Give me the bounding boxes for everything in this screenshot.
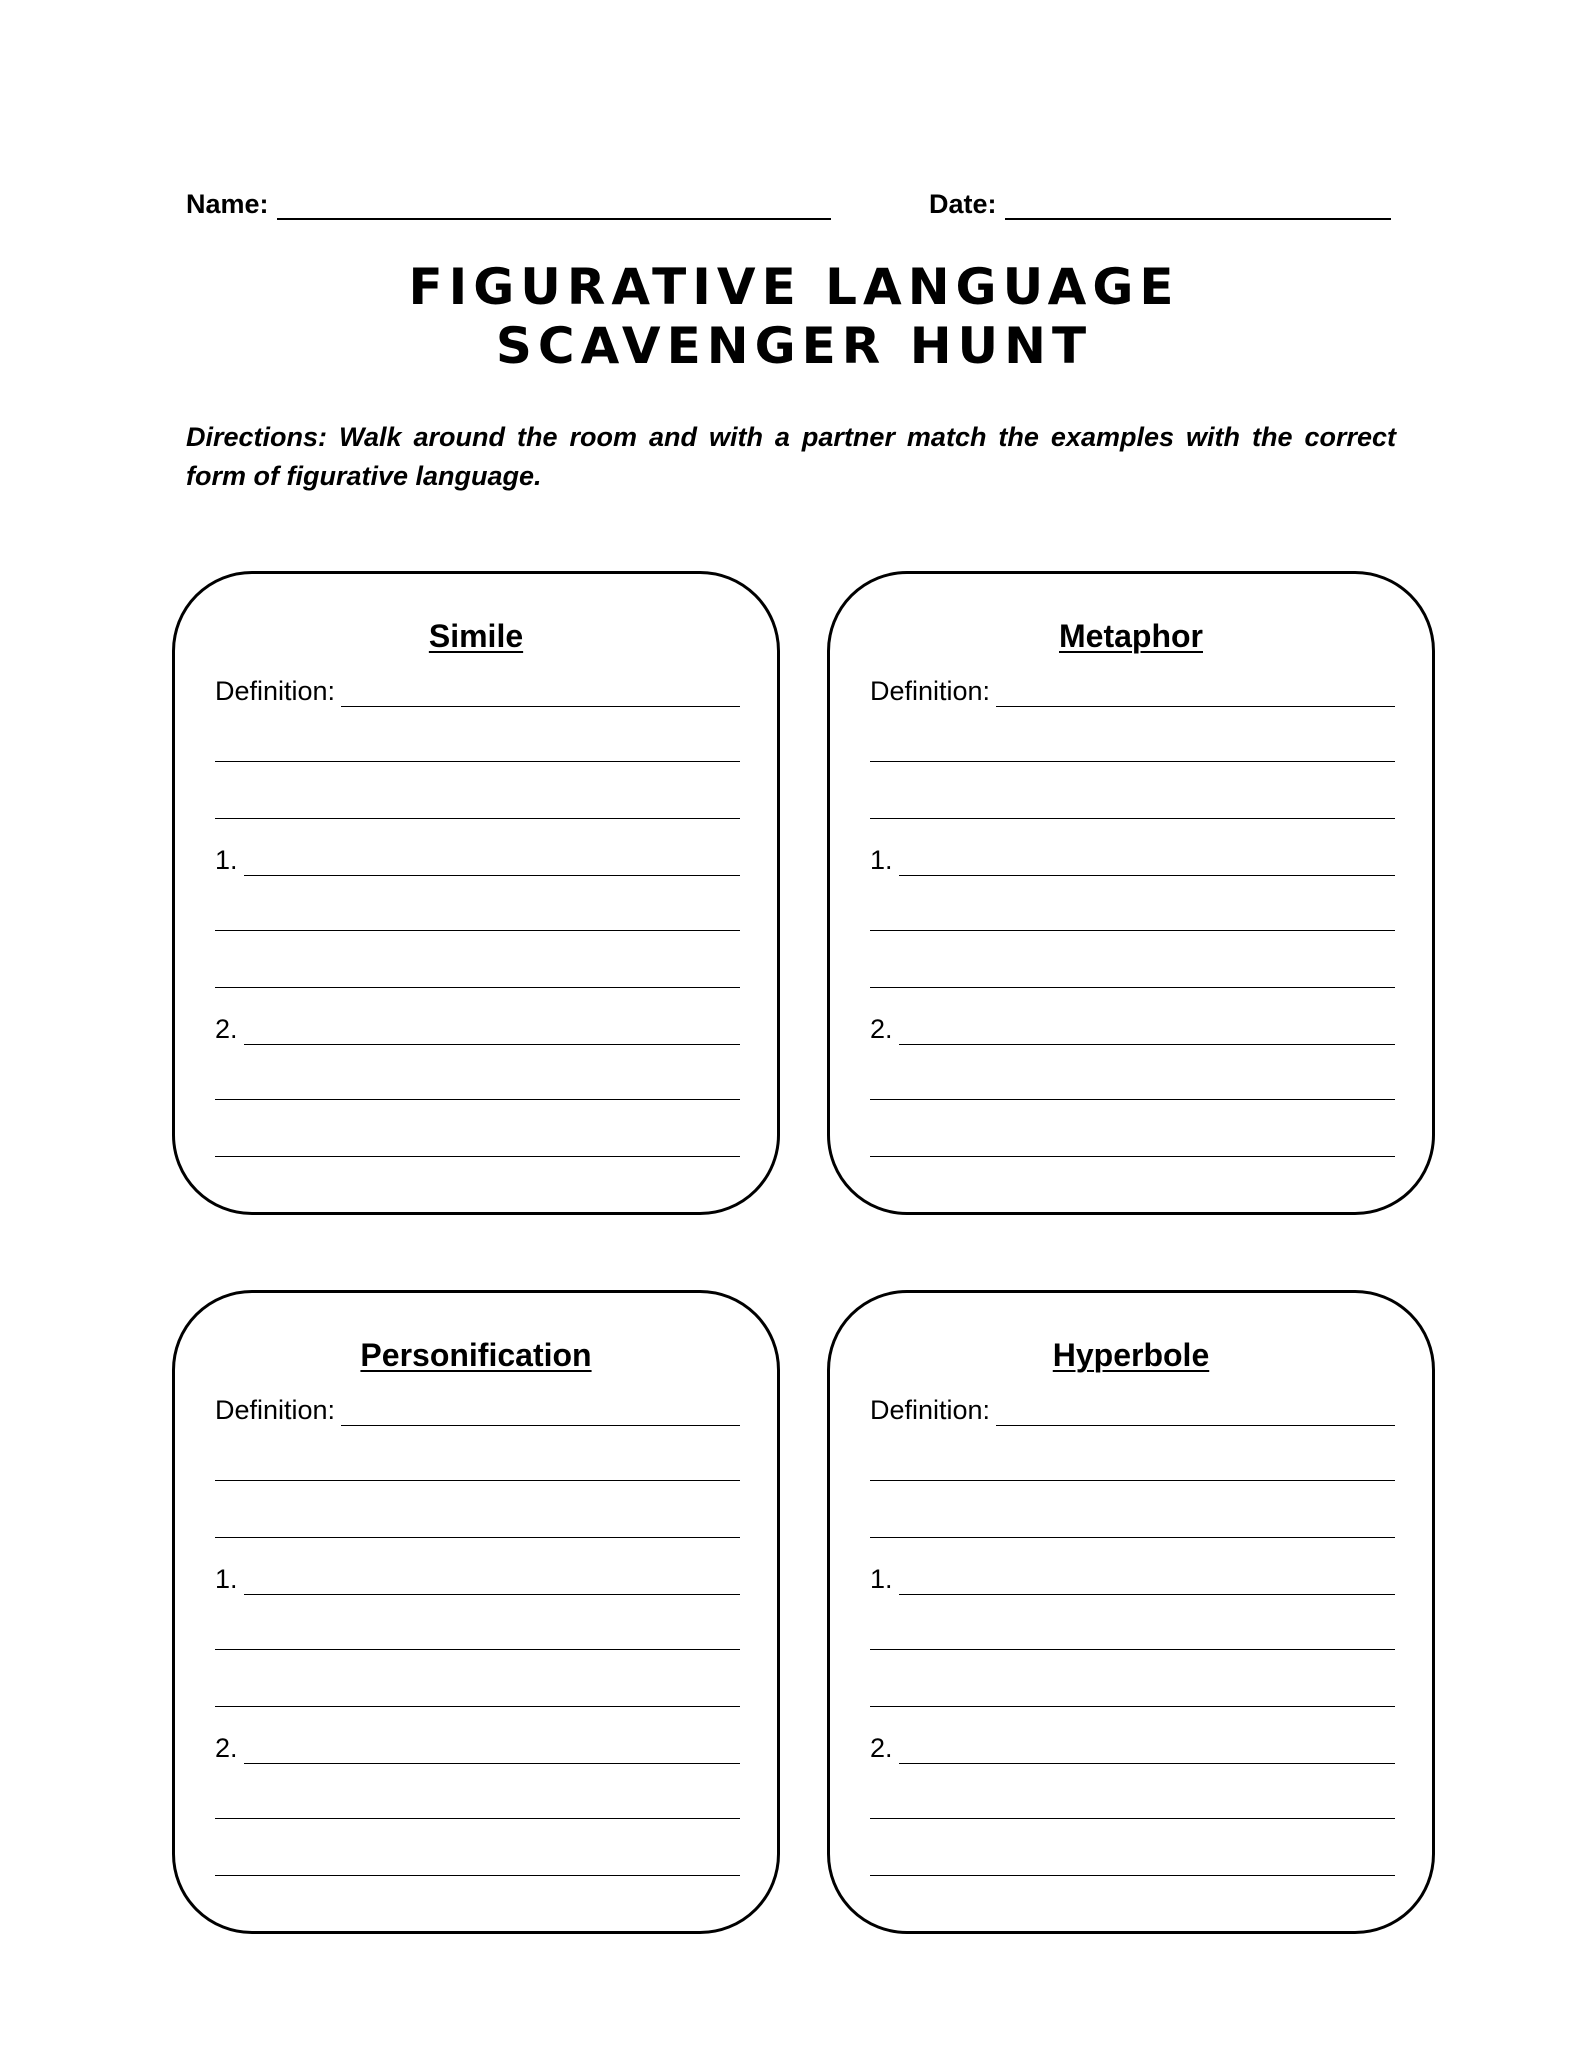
definition-label: Definition: (870, 1395, 991, 1425)
definition-blank-line[interactable] (215, 1480, 740, 1481)
definition-row (215, 1395, 740, 1426)
card-hyperbole (827, 1290, 1435, 1934)
example-2-blank-line[interactable] (870, 1875, 1395, 1876)
example-2-label: 2. (215, 1733, 238, 1763)
definition-blank-line[interactable] (215, 761, 740, 762)
card-title: Personification (360, 1337, 592, 1373)
example-2-row (215, 1733, 740, 1764)
example-2-blank-line[interactable] (244, 1733, 740, 1764)
example-1-blank-line[interactable] (899, 845, 1395, 876)
card-title: Metaphor (1059, 618, 1203, 654)
example-1-label: 1. (215, 1564, 238, 1594)
example-1-row (870, 845, 1395, 876)
example-2-row (215, 1014, 740, 1045)
card-personification (172, 1290, 780, 1934)
example-2-blank-line[interactable] (215, 1818, 740, 1819)
date-label: Date: (929, 189, 997, 219)
name-blank-line[interactable] (277, 188, 831, 220)
title-line-1: FIGURATIVE LANGUAGE (408, 258, 1180, 316)
example-1-blank-line[interactable] (215, 987, 740, 988)
title-line-2: SCAVENGER HUNT (495, 317, 1093, 375)
example-2-blank-line[interactable] (899, 1733, 1395, 1764)
card-simile (172, 571, 780, 1215)
page-title (0, 258, 1588, 376)
example-2-blank-line[interactable] (870, 1099, 1395, 1100)
definition-label: Definition: (215, 676, 336, 706)
example-2-blank-line[interactable] (244, 1014, 740, 1045)
card-title: Hyperbole (1052, 1337, 1210, 1373)
definition-blank-line[interactable] (996, 1395, 1395, 1426)
definition-blank-line[interactable] (870, 1537, 1395, 1538)
definition-blank-line[interactable] (870, 761, 1395, 762)
definition-label: Definition: (215, 1395, 336, 1425)
definition-blank-line[interactable] (215, 818, 740, 819)
definition-row (870, 676, 1395, 707)
example-1-blank-line[interactable] (870, 930, 1395, 931)
example-1-blank-line[interactable] (215, 1706, 740, 1707)
example-2-row (870, 1014, 1395, 1045)
example-1-blank-line[interactable] (899, 1564, 1395, 1595)
example-2-blank-line[interactable] (870, 1156, 1395, 1157)
example-2-blank-line[interactable] (899, 1014, 1395, 1045)
example-1-blank-line[interactable] (215, 930, 740, 931)
example-1-label: 1. (215, 845, 238, 875)
date-blank-line[interactable] (1005, 188, 1391, 220)
definition-blank-line[interactable] (341, 1395, 740, 1426)
example-1-row (215, 845, 740, 876)
definition-row (215, 676, 740, 707)
example-1-row (215, 1564, 740, 1595)
example-2-blank-line[interactable] (215, 1875, 740, 1876)
name-field (186, 188, 831, 220)
example-2-label: 2. (870, 1014, 893, 1044)
header-row (186, 188, 1396, 228)
example-1-blank-line[interactable] (244, 1564, 740, 1595)
example-1-row (870, 1564, 1395, 1595)
definition-blank-line[interactable] (870, 818, 1395, 819)
example-1-blank-line[interactable] (870, 1649, 1395, 1650)
example-2-blank-line[interactable] (215, 1156, 740, 1157)
example-1-blank-line[interactable] (244, 845, 740, 876)
definition-label: Definition: (870, 676, 991, 706)
definition-blank-line[interactable] (215, 1537, 740, 1538)
example-2-label: 2. (870, 1733, 893, 1763)
example-2-blank-line[interactable] (215, 1099, 740, 1100)
date-field (929, 188, 1391, 220)
example-1-blank-line[interactable] (870, 1706, 1395, 1707)
card-metaphor (827, 571, 1435, 1215)
card-title: Simile (428, 618, 524, 654)
example-2-label: 2. (215, 1014, 238, 1044)
name-label: Name: (186, 189, 269, 219)
definition-blank-line[interactable] (996, 676, 1395, 707)
example-1-label: 1. (870, 845, 893, 875)
example-1-blank-line[interactable] (870, 987, 1395, 988)
example-2-row (870, 1733, 1395, 1764)
definition-row (870, 1395, 1395, 1426)
definition-blank-line[interactable] (341, 676, 740, 707)
directions-text: Directions: Walk around the room and with a partner match the examples with the correct form of figurative language. (186, 422, 1396, 491)
example-1-label: 1. (870, 1564, 893, 1594)
definition-blank-line[interactable] (870, 1480, 1395, 1481)
example-2-blank-line[interactable] (870, 1818, 1395, 1819)
example-1-blank-line[interactable] (215, 1649, 740, 1650)
